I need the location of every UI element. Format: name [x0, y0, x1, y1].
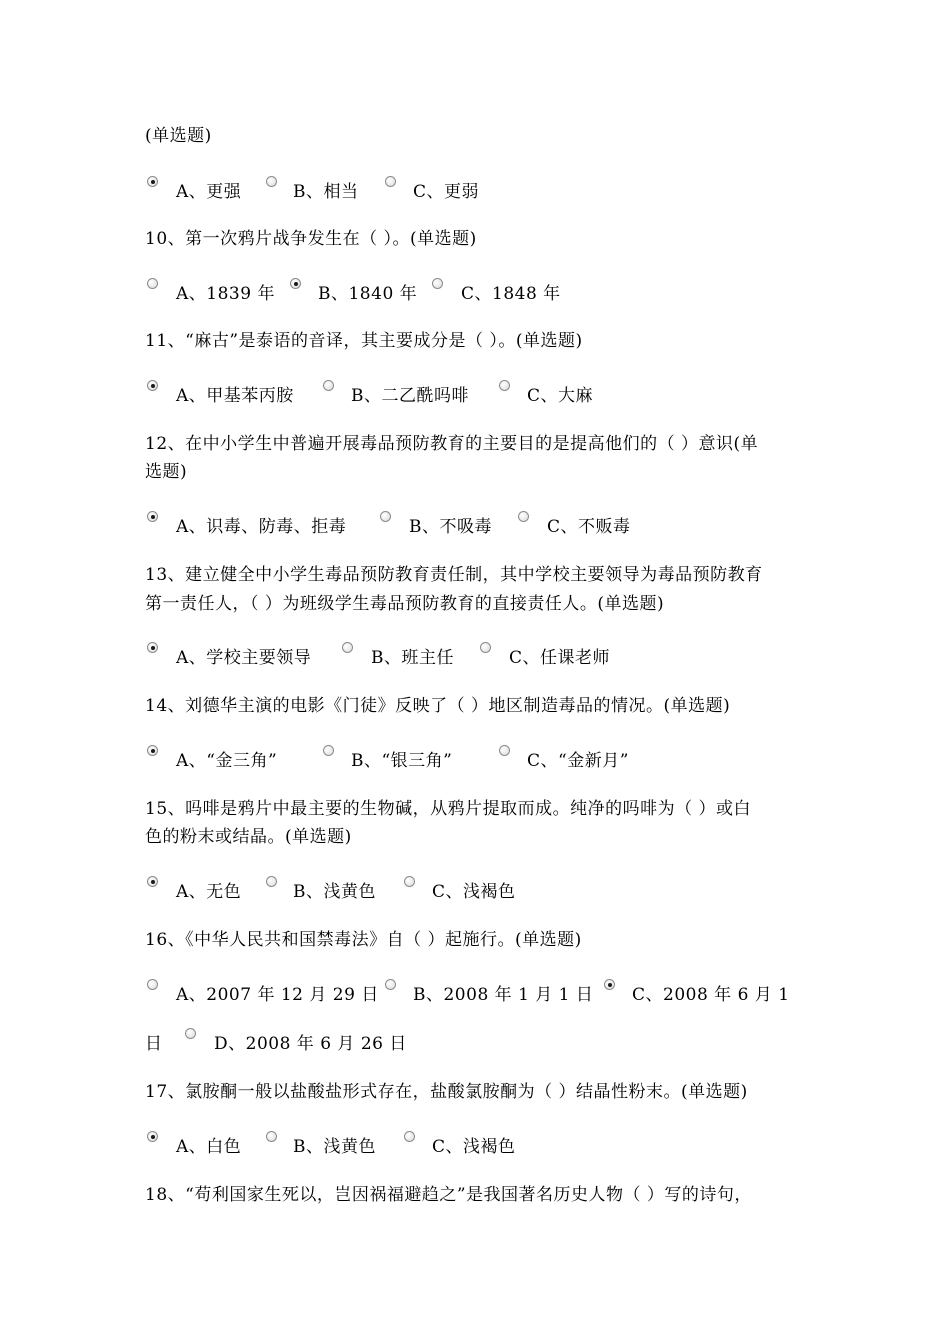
question-16: 16、《中华人民共和国禁毒法》自（ ）起施行。(单选题)	[145, 930, 582, 950]
question-15-line-1: 15、吗啡是鸦片中最主要的生物碱，从鸦片提取而成。纯净的吗啡为（ ）或白	[145, 799, 752, 819]
option-q16-c-wrap: 日	[145, 1034, 163, 1054]
question-tail-9: (单选题)	[145, 126, 212, 146]
option-q14-b: B、“银三角”	[351, 751, 453, 771]
radio-q12-a[interactable]	[147, 511, 158, 522]
question-13-line-2: 第一责任人，（ ）为班级学生毒品预防教育的直接责任人。(单选题)	[145, 594, 665, 614]
radio-q17-b[interactable]	[266, 1131, 277, 1142]
question-12-line-1: 12、在中小学生中普遍开展毒品预防教育的主要目的是提高他们的（ ）意识(单	[145, 434, 759, 454]
radio-q17-a[interactable]	[147, 1131, 158, 1142]
option-q17-c: C、浅褐色	[432, 1137, 516, 1157]
radio-q13-a[interactable]	[147, 642, 158, 653]
radio-q11-c[interactable]	[499, 380, 510, 391]
option-q10-c: C、1848 年	[461, 284, 561, 304]
radio-q15-c[interactable]	[404, 876, 415, 887]
option-q15-c: C、浅褐色	[432, 882, 516, 902]
option-q10-a: A、1839 年	[176, 284, 275, 304]
option-q9-b: B、相当	[293, 182, 359, 202]
radio-q10-a[interactable]	[147, 278, 158, 289]
radio-q12-c[interactable]	[518, 511, 529, 522]
option-q16-a: A、2007 年 12 月 29 日	[176, 985, 379, 1005]
radio-q16-a[interactable]	[147, 979, 158, 990]
option-q9-a: A、更强	[176, 182, 242, 202]
radio-q14-c[interactable]	[499, 745, 510, 756]
option-q13-c: C、任课老师	[509, 648, 611, 668]
radio-q11-a[interactable]	[147, 380, 158, 391]
radio-q15-b[interactable]	[266, 876, 277, 887]
radio-q10-b[interactable]	[290, 278, 301, 289]
option-q14-a: A、“金三角”	[176, 751, 278, 771]
question-17: 17、氯胺酮一般以盐酸盐形式存在，盐酸氯胺酮为（ ）结晶性粉末。(单选题)	[145, 1082, 748, 1102]
radio-q13-b[interactable]	[342, 642, 353, 653]
question-11: 11、“麻古”是泰语的音译，其主要成分是（ ）。(单选题)	[145, 331, 583, 351]
option-q10-b: B、1840 年	[318, 284, 418, 304]
radio-q12-b[interactable]	[380, 511, 391, 522]
question-14: 14、刘德华主演的电影《门徒》反映了（ ）地区制造毒品的情况。(单选题)	[145, 696, 731, 716]
option-q17-b: B、浅黄色	[293, 1137, 376, 1157]
radio-q9-c[interactable]	[385, 176, 396, 187]
question-13-line-1: 13、建立健全中小学生毒品预防教育责任制，其中学校主要领导为毒品预防教育	[145, 565, 763, 585]
question-15-line-2: 色的粉末或结晶。(单选题)	[145, 827, 352, 847]
option-q11-c: C、大麻	[527, 386, 594, 406]
radio-q16-c[interactable]	[604, 979, 615, 990]
radio-q10-c[interactable]	[432, 278, 443, 289]
radio-q13-c[interactable]	[480, 642, 491, 653]
option-q13-a: A、学校主要领导	[176, 648, 312, 668]
option-q14-c: C、“金新月”	[527, 751, 629, 771]
question-12-line-2: 选题)	[145, 462, 188, 482]
option-q12-b: B、不吸毒	[409, 517, 492, 537]
option-q16-c: C、2008 年 6 月 1	[632, 985, 790, 1005]
radio-q9-a[interactable]	[147, 176, 158, 187]
radio-q14-b[interactable]	[323, 745, 334, 756]
radio-q11-b[interactable]	[323, 380, 334, 391]
option-q9-c: C、更弱	[413, 182, 480, 202]
question-18: 18、“苟利国家生死以，岂因祸福避趋之”是我国著名历史人物（ ）写的诗句，	[145, 1185, 752, 1205]
option-q15-a: A、无色	[176, 882, 242, 902]
radio-q16-b[interactable]	[385, 979, 396, 990]
option-q17-a: A、白色	[176, 1137, 242, 1157]
radio-q9-b[interactable]	[266, 176, 277, 187]
option-q12-c: C、不贩毒	[547, 517, 631, 537]
question-10: 10、第一次鸦片战争发生在（ ）。(单选题)	[145, 229, 477, 249]
option-q11-a: A、甲基苯丙胺	[176, 386, 294, 406]
radio-q16-d[interactable]	[185, 1028, 196, 1039]
radio-q14-a[interactable]	[147, 745, 158, 756]
radio-q17-c[interactable]	[404, 1131, 415, 1142]
option-q16-d: D、2008 年 6 月 26 日	[214, 1034, 407, 1054]
option-q13-b: B、班主任	[371, 648, 454, 668]
option-q15-b: B、浅黄色	[293, 882, 376, 902]
option-q16-b: B、2008 年 1 月 1 日	[413, 985, 594, 1005]
radio-q15-a[interactable]	[147, 876, 158, 887]
option-q12-a: A、识毒、防毒、拒毒	[176, 517, 347, 537]
option-q11-b: B、二乙酰吗啡	[351, 386, 469, 406]
